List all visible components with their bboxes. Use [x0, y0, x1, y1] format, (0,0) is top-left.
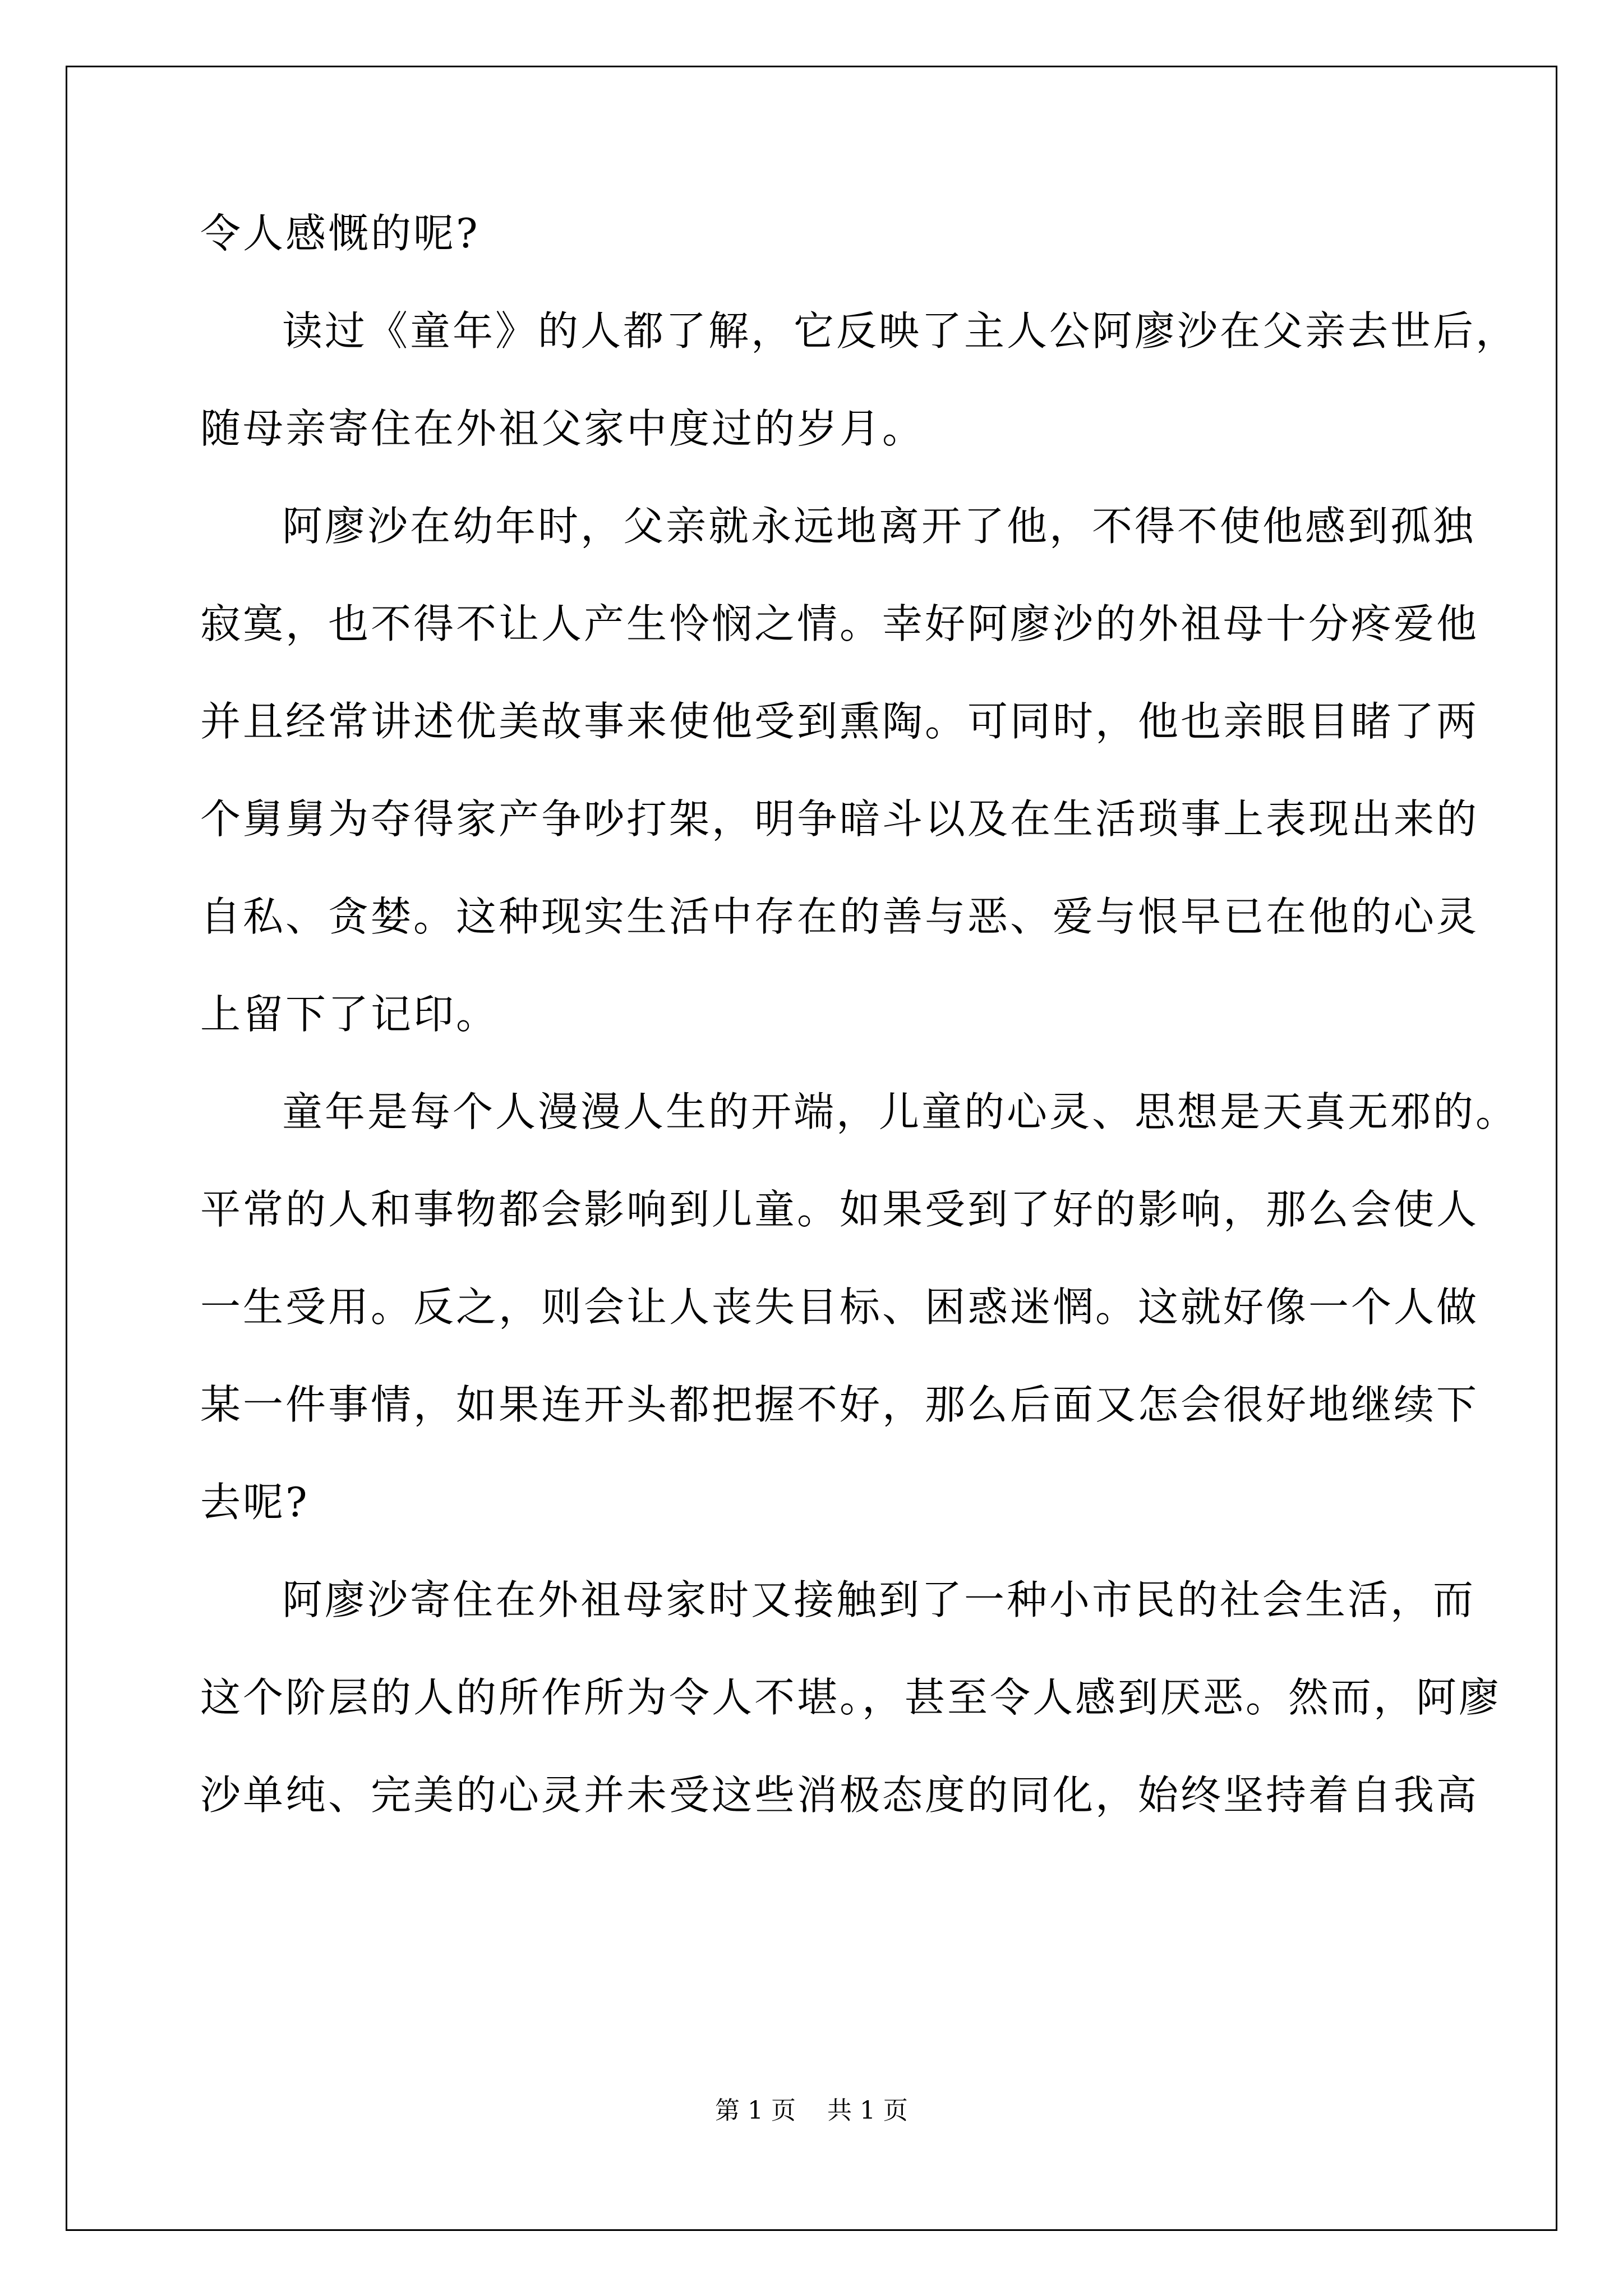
text-line: 随母亲寄住在外祖父家中度过的岁月。 — [200, 405, 925, 452]
text-line: 自私、贪婪。这种现实生活中存在的善与恶、爱与恨早已在他的心灵 — [200, 893, 1479, 940]
text-line: 去呢? — [200, 1479, 310, 1526]
paragraph-start-line: 童年是每个人漫漫人生的开端，儿童的心灵、思想是天真无邪的。 — [282, 1088, 1519, 1135]
text-line: 这个阶层的人的所作所为令人不堪。，甚至令人感到厌恶。然而，阿廖 — [200, 1674, 1502, 1721]
paragraph-start-line: 阿廖沙寄住在外祖母家时又接触到了一种小市民的社会生活，而 — [282, 1576, 1476, 1623]
text-line: 个舅舅为夺得家产争吵打架，明争暗斗以及在生活琐事上表现出来的 — [200, 795, 1479, 843]
paragraph-start-line: 读过《童年》的人都了解，它反映了主人公阿廖沙在父亲去世后， — [282, 307, 1519, 355]
text-line: 令人感慨的呢? — [200, 210, 480, 257]
text-line: 一生受用。反之，则会让人丧失目标、困惑迷惘。这就好像一个人做 — [200, 1283, 1479, 1331]
document-body — [200, 210, 1519, 1872]
page-number-footer: 第 1 页 共 1 页 — [715, 2096, 908, 2125]
text-line: 沙单纯、完美的心灵并未受这些消极态度的同化，始终坚持着自我高 — [200, 1772, 1479, 1819]
text-line: 某一件事情，如果连开头都把握不好，那么后面又怎会很好地继续下 — [200, 1381, 1479, 1428]
text-line: 平常的人和事物都会影响到儿童。如果受到了好的影响，那么会使人 — [200, 1186, 1479, 1233]
text-line: 寂寞，也不得不让人产生怜悯之情。幸好阿廖沙的外祖母十分疼爱他 — [200, 600, 1479, 647]
text-line: 上留下了记印。 — [200, 991, 499, 1038]
text-line: 并且经常讲述优美故事来使他受到熏陶。可同时，他也亲眼目睹了两 — [200, 698, 1479, 745]
paragraph-start-line: 阿廖沙在幼年时，父亲就永远地离开了他，不得不使他感到孤独 — [282, 503, 1476, 550]
